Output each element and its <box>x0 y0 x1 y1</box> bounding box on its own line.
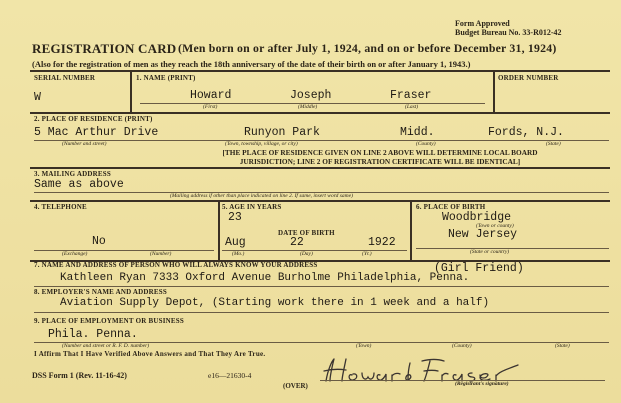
jurisdiction-notice-line-2: JURISDICTION; LINE 2 OF REGISTRATION CERTIFICATE WILL BE IDENTICAL] <box>239 157 521 166</box>
last-caption: (Last) <box>405 104 419 110</box>
divider <box>493 71 495 113</box>
rule <box>30 167 610 169</box>
year-caption: (Yr.) <box>362 251 372 257</box>
underline <box>416 248 609 249</box>
telephone-value: No <box>92 235 106 248</box>
state-caption: (State) <box>546 141 561 147</box>
age-value: 23 <box>228 211 242 224</box>
birthplace-state-caption: (State or country) <box>470 249 510 255</box>
affirmation: I Affirm That I Have Verified Above Answers and That They Are True. <box>34 350 266 358</box>
print-code: e16—21630-4 <box>208 371 252 380</box>
exchange-caption: (Exchange) <box>62 251 88 257</box>
birth-day: 22 <box>290 236 304 249</box>
street-caption: (Number and street) <box>62 141 107 147</box>
birth-year: 1922 <box>368 236 396 249</box>
employer-value: Aviation Supply Depot, (Starting work there in 1 week and a half) <box>60 297 490 309</box>
divider <box>130 71 132 113</box>
employment-state-caption: (State) <box>555 343 570 349</box>
card-subtitle: (Also for the registration of men as they reach the 18th anniversary of the date of their birth on or after January 1, 1943.) <box>32 59 471 69</box>
employment-label: 9. PLACE OF EMPLOYMENT OR BUSINESS <box>34 317 184 325</box>
birth-month: Aug <box>225 236 246 249</box>
jurisdiction-notice-line-1: [THE PLACE OF RESIDENCE GIVEN ON LINE 2 ABOVE WILL DETERMINE LOCAL BOARD <box>222 148 538 157</box>
serial-number-value: W <box>34 91 41 104</box>
name-label: 1. NAME (PRINT) <box>136 74 196 82</box>
mailing-caption: (Mailing address if other than place indicated on line 2. If same, insert word same) <box>170 193 353 199</box>
birthplace-label: 6. PLACE OF BIRTH <box>416 203 486 211</box>
birthplace-state: New Jersey <box>448 228 518 241</box>
form-number: DSS Form 1 (Rev. 11-16-42) <box>32 371 127 380</box>
birthplace-town: Woodbridge <box>442 211 512 224</box>
residence-street: 5 Mac Arthur Drive <box>34 126 159 139</box>
county-caption: (County) <box>416 141 436 147</box>
underline <box>34 312 609 313</box>
employment-county-caption: (County) <box>452 343 472 349</box>
employment-town-caption: (Town) <box>356 343 372 349</box>
birthplace-town-caption: (Town or county) <box>476 223 514 229</box>
telephone-label: 4. TELEPHONE <box>34 203 87 211</box>
first-caption: (First) <box>203 104 218 110</box>
card-title: REGISTRATION CARD <box>32 41 177 56</box>
first-name: Howard <box>190 89 232 102</box>
employment-street-caption: (Number and street or R. F. D. number) <box>62 343 150 349</box>
underline <box>222 250 407 251</box>
residence-state: Fords, N.J. <box>488 126 564 139</box>
mailing-address-value: Same as above <box>34 178 124 191</box>
month-caption: (Mo.) <box>232 251 245 257</box>
employment-value: Phila. Penna. <box>48 328 138 341</box>
budget-bureau-number: Budget Bureau No. 33-R012-42 <box>455 28 562 37</box>
order-number-label: ORDER NUMBER <box>498 74 559 82</box>
contact-person-value: Kathleen Ryan 7333 Oxford Avenue Burholme Philadelphia, Penna. <box>60 272 470 284</box>
middle-caption: (Middle) <box>298 104 318 110</box>
date-of-birth-label: DATE OF BIRTH <box>278 229 335 237</box>
last-name: Fraser <box>390 89 432 102</box>
employer-label: 8. EMPLOYER'S NAME AND ADDRESS <box>34 288 167 296</box>
number-caption: (Number) <box>150 251 172 257</box>
contact-person-label: 7. NAME AND ADDRESS OF PERSON WHO WILL ALWAYS KNOW YOUR ADDRESS <box>34 261 318 269</box>
over-note: (OVER) <box>283 382 308 390</box>
residence-label: 2. PLACE OF RESIDENCE (PRINT) <box>34 115 153 123</box>
serial-number-label: SERIAL NUMBER <box>34 74 96 82</box>
form-approved: Form Approved <box>455 19 510 28</box>
signature-caption: (Registrant's signature) <box>455 381 509 387</box>
underline <box>34 286 609 287</box>
day-caption: (Day) <box>300 251 313 257</box>
age-label: 5. AGE IN YEARS <box>222 203 282 211</box>
underline <box>34 140 609 141</box>
town-caption: (Town, township, village, or city) <box>225 141 298 147</box>
divider <box>410 200 412 260</box>
rule <box>30 112 610 114</box>
residence-county: Midd. <box>400 126 435 139</box>
middle-name: Joseph <box>290 89 332 102</box>
underline <box>34 250 214 251</box>
mailing-address-label: 3. MAILING ADDRESS <box>34 170 111 178</box>
rule <box>30 70 610 72</box>
contact-relationship: (Girl Friend) <box>434 262 524 275</box>
card-title-range: (Men born on or after July 1, 1924, and on or before December 31, 1924) <box>178 41 557 55</box>
divider <box>218 200 220 260</box>
residence-town: Runyon Park <box>244 126 320 139</box>
rule <box>30 200 610 202</box>
